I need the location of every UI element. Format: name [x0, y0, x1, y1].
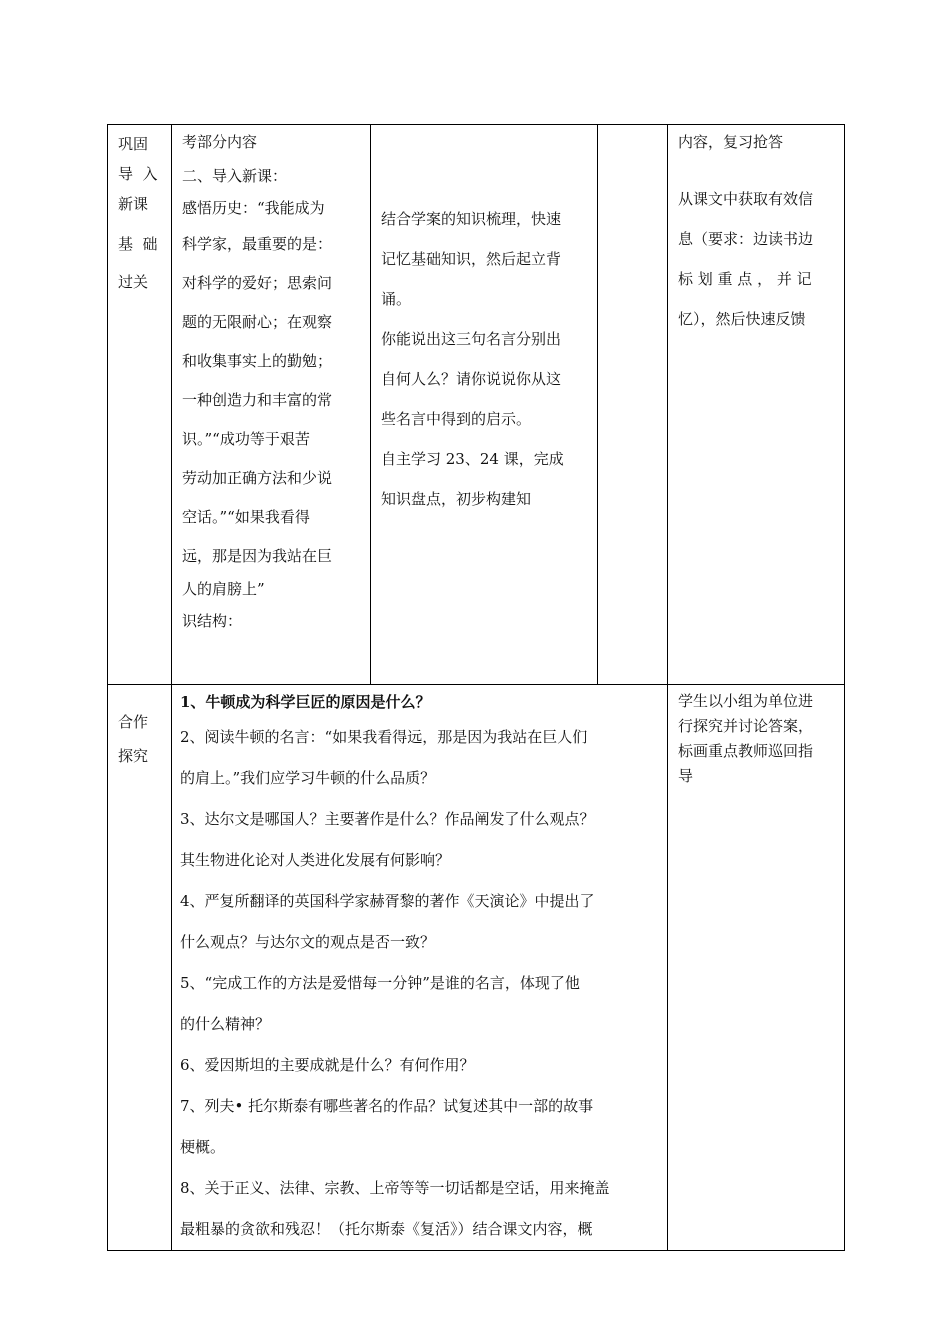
content-line: 空话。”“如果我看得 [182, 508, 310, 526]
teaching-content-cell [172, 125, 371, 685]
stage-label-line: 合作 [118, 713, 149, 731]
stage-label-line: 探究 [118, 747, 149, 765]
question-line: 2、阅读牛顿的名言：“如果我看得远，那是因为我站在巨人们 [180, 728, 588, 746]
method-line: 忆），然后快速反馈 [678, 310, 806, 328]
activity-line: 知识盘点，初步构建知 [381, 490, 532, 508]
stage-label-cell [108, 125, 172, 685]
activity-line: 自何人么？请你说说你从这 [381, 370, 562, 388]
method-line: 从课文中获取有效信 [678, 190, 814, 208]
question-line: 3、达尔文是哪国人？主要著作是什么？作品阐发了什么观点？ [180, 810, 595, 828]
question-cell [172, 685, 668, 1251]
method-line: 内容，复习抢答 [678, 133, 784, 151]
question-line: 8、关于正义、法律、宗教、上帝等等一切话都是空话，用来掩盖 [180, 1179, 610, 1197]
learning-method-cell [668, 685, 845, 1251]
content-line: 科学家，最重要的是： [182, 235, 333, 253]
lesson-plan-table [107, 124, 845, 1251]
content-line: 感悟历史：“我能成为 [182, 199, 325, 217]
content-line: 对科学的爱好；思索问 [182, 274, 333, 292]
method-line: 学生以小组为单位进 [678, 692, 814, 710]
question-line: 的肩上。”我们应学习牛顿的什么品质？ [180, 769, 436, 787]
method-line: 行探究并讨论答案， [678, 717, 814, 735]
question-line: 6、爱因斯坦的主要成就是什么？有何作用？ [180, 1056, 475, 1074]
empty-cell [598, 125, 668, 685]
content-line: 劳动加正确方法和少说 [182, 469, 333, 487]
question-line: 梗概。 [180, 1138, 226, 1156]
question-line: 的什么精神？ [180, 1015, 271, 1033]
question-title: 1、牛顿成为科学巨匠的原因是什么？ [180, 693, 431, 711]
content-line: 题的无限耐心；在观察 [182, 313, 333, 331]
table-row [108, 125, 845, 685]
method-line: 导 [678, 767, 694, 785]
stage-label-line: 导 入 [118, 165, 158, 183]
method-line: 标画重点教师巡回指 [678, 742, 814, 760]
activity-line: 自主学习 23、24 课，完成 [381, 450, 564, 468]
content-line: 识结构： [182, 612, 243, 630]
content-line: 远，那是因为我站在巨 [182, 547, 333, 565]
activity-line: 你能说出这三句名言分别出 [381, 330, 562, 348]
activity-line: 记忆基础知识，然后起立背 [381, 250, 562, 268]
activity-line: 结合学案的知识梳理，快速 [381, 210, 562, 228]
question-line: 5、“完成工作的方法是爱惜每一分钟”是谁的名言，体现了他 [180, 974, 580, 992]
content-line: 一种创造力和丰富的常 [182, 391, 333, 409]
content-line: 人的肩膀上” [182, 580, 265, 598]
method-line: 息（要求：边读书边 [678, 230, 814, 248]
question-line: 什么观点？与达尔文的观点是否一致？ [180, 933, 436, 951]
content-line: 识。”“成功等于艰苦 [182, 430, 310, 448]
stage-label-line: 新课 [118, 195, 149, 213]
content-line: 考部分内容 [182, 133, 258, 151]
stage-label-cell [108, 685, 172, 1251]
question-line: 其生物进化论对人类进化发展有何影响？ [180, 851, 451, 869]
stage-label-line: 巩固 [118, 135, 149, 153]
question-line: 最粗暴的贪欲和残忍！（托尔斯泰《复活》）结合课文内容，概 [180, 1220, 593, 1238]
student-activity-cell [371, 125, 598, 685]
table-row [108, 685, 845, 1251]
activity-line: 诵。 [381, 290, 412, 308]
content-line: 和收集事实上的勤勉； [182, 352, 333, 370]
question-line: 7、列夫• 托尔斯泰有哪些著名的作品？试复述其中一部的故事 [180, 1097, 594, 1115]
stage-label-line: 基 础 [118, 235, 158, 253]
question-line: 4、严复所翻译的英国科学家赫胥黎的著作《天演论》中提出了 [180, 892, 595, 910]
method-line: 标 划 重 点 ， 并 记 [678, 270, 812, 288]
content-line: 二、导入新课： [182, 167, 288, 185]
learning-method-cell [668, 125, 845, 685]
activity-line: 些名言中得到的启示。 [381, 410, 532, 428]
stage-label-line: 过关 [118, 273, 149, 291]
